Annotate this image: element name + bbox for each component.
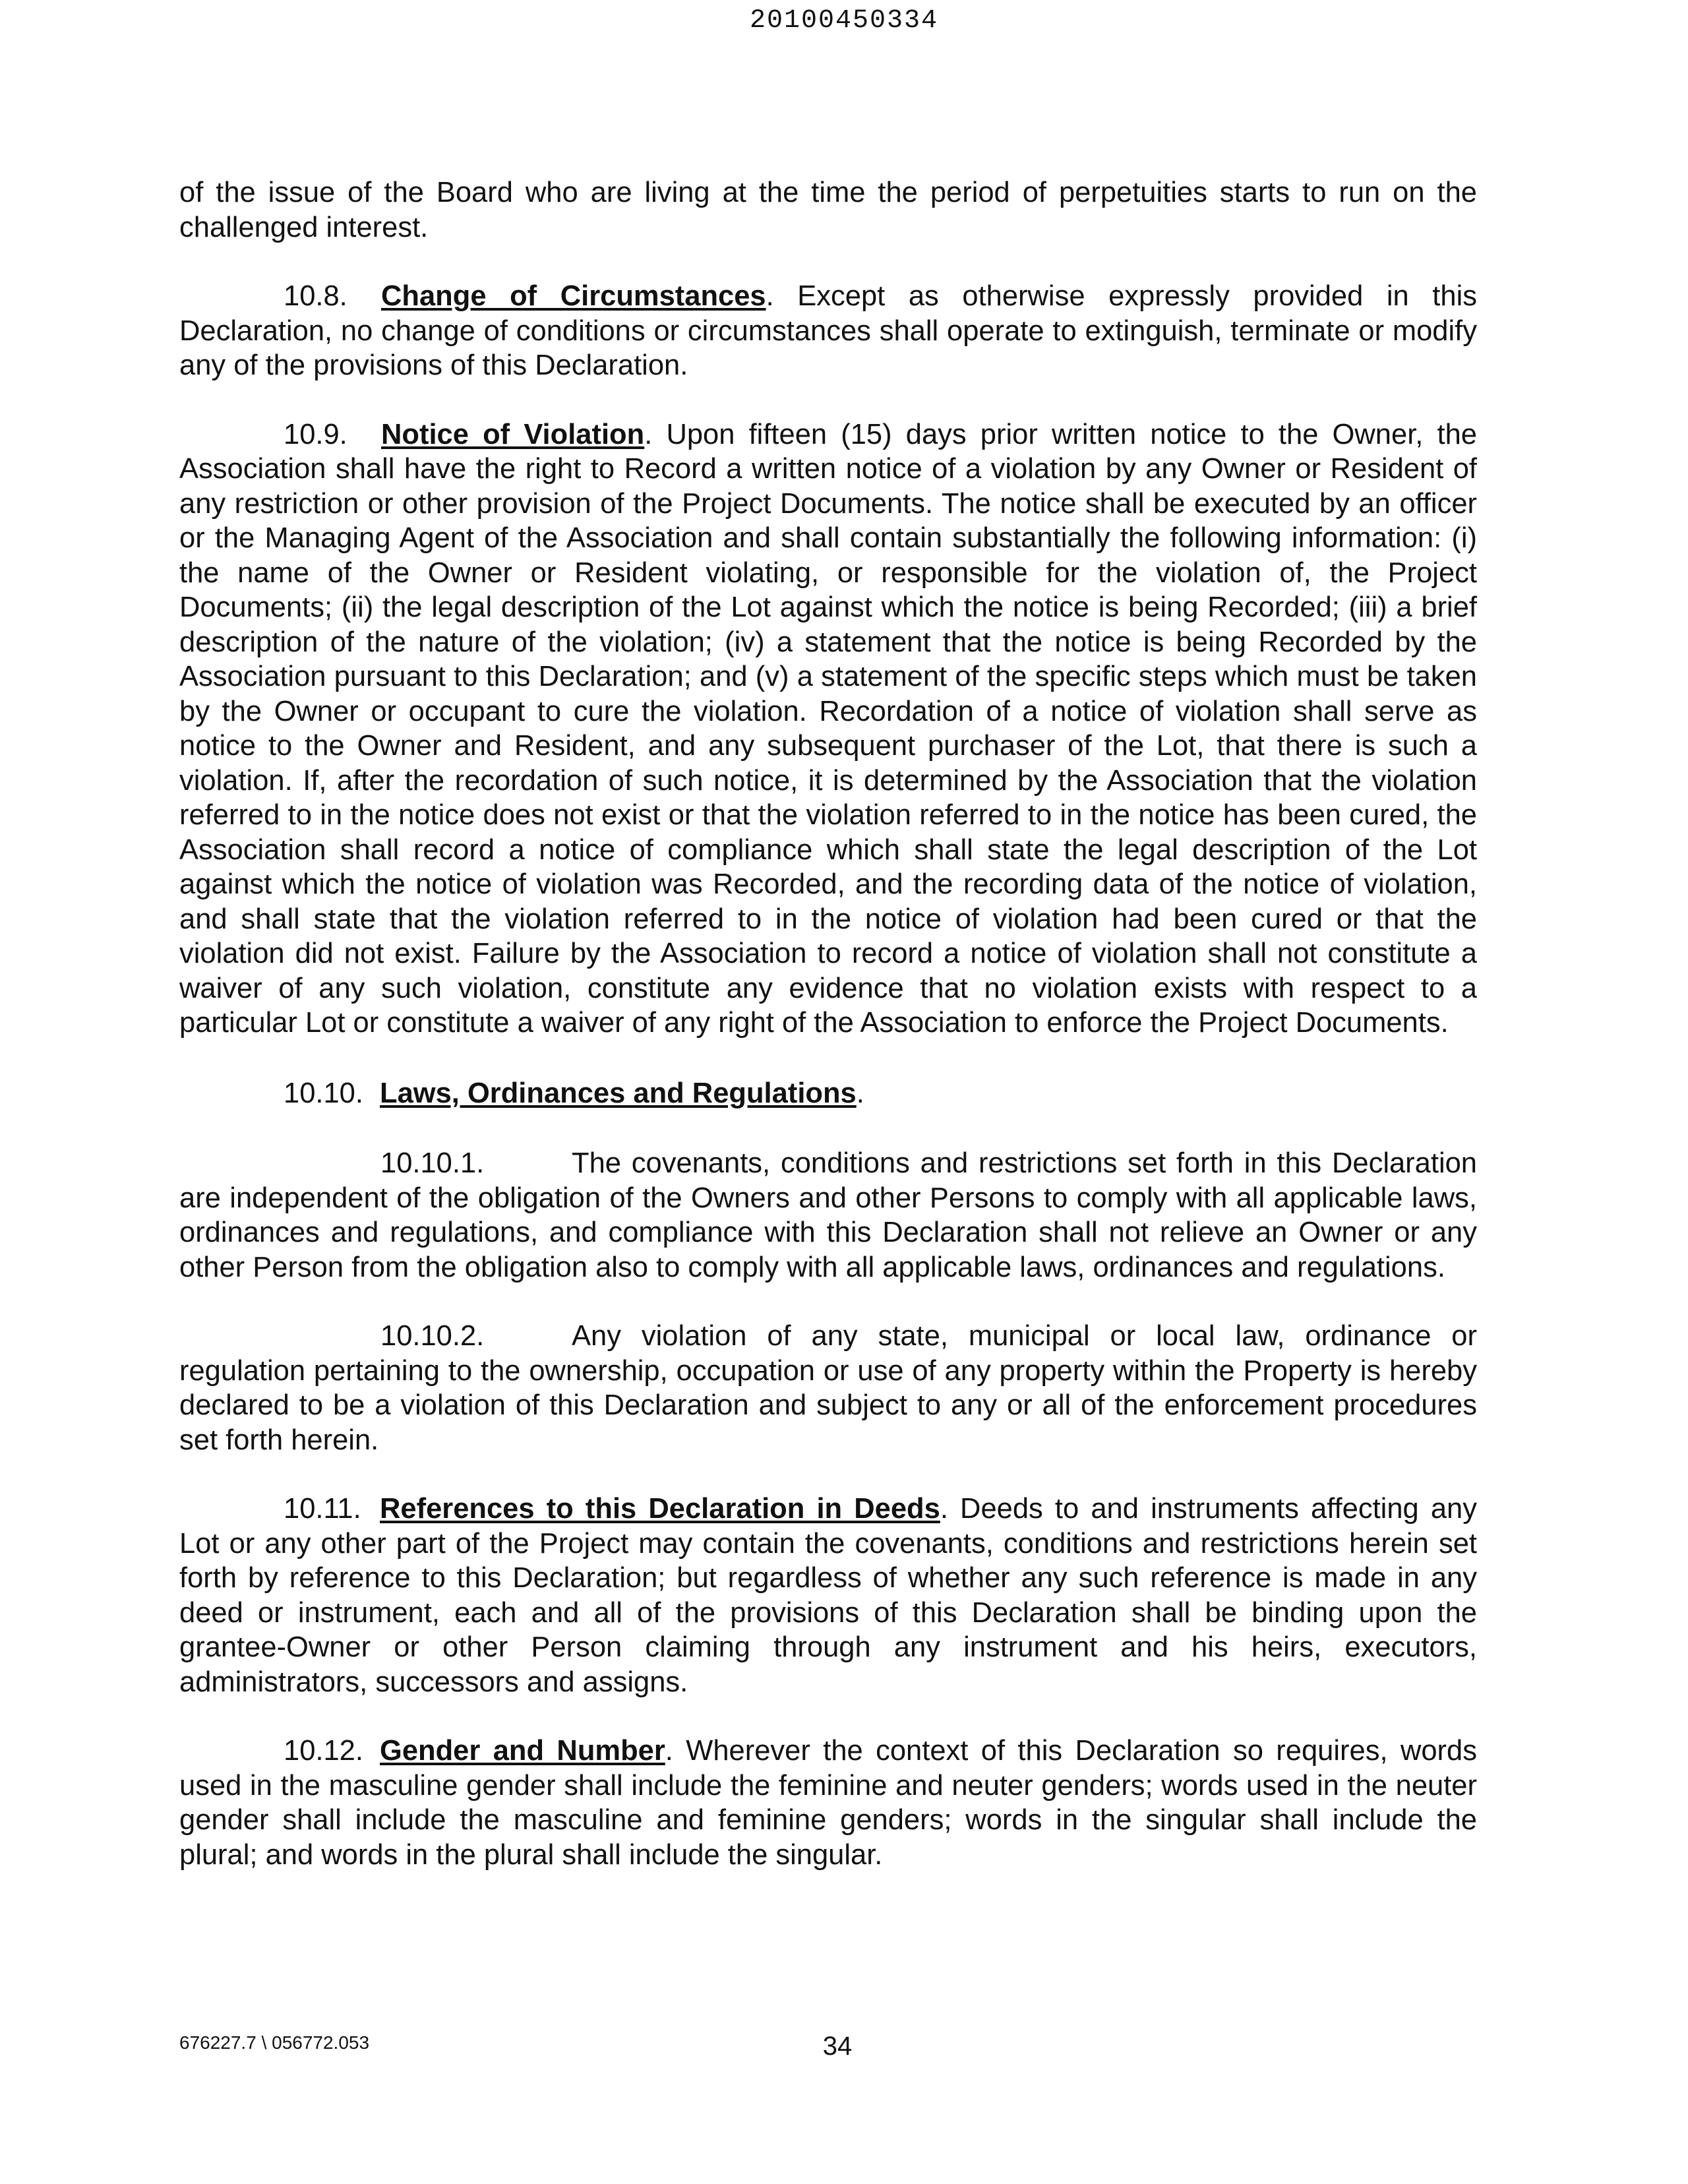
section-text: . Wherever the context of this Declaration so requires, words used in the masculine gender shall include the feminine and neuter genders; words used in the neuter gender shall include the masculine and feminine genders; words in the singular shall include the plural; and words in the plural shall include the singular.	[179, 1735, 1477, 1871]
section-number: 10.10.2.	[380, 1320, 485, 1352]
page-number: 34	[822, 2032, 853, 2061]
section-heading: Laws, Ordinances and Regulations	[380, 1077, 857, 1109]
section-text: . Upon fifteen (15) days prior written notice to the Owner, the Association shall have the right to Record a written notice of a violation by any Owner or Resident of any restriction or other provision of the Project Documents. The notice shall be executed by an officer or the Managing Agent of the Association and shall contain substantially the following information: (i) the name of the Owner or Resident violating, or responsible for the violation of, the Project Documents; (ii) the legal description of the Lot against which the notice is being Recorded; (iii) a brief description of the nature of the violation; (iv) a statement that the notice is being Recorded by the Association pursuant to this Declaration; and (v) a statement of the specific steps which must be taken by the Owner or occupant to cure the violation. Recordation of a notice of violation shall serve as notice to the Owner and Resident, and any subsequent purchaser of the Lot, that there is such a violation. If, after the recordation of such notice, it is determined by the Association that the violation referred to in the notice does not exist or that the violation referred to in the notice has been cured, the Association shall record a notice of compliance which shall state the legal description of the Lot against which the notice of violation was Recorded, and the recording data of the notice of violation, and shall state that the violation referred to in the notice of violation had been cured or that the violation did not exist. Failure by the Association to record a notice of violation shall not constitute a waiver of any such violation, constitute any evidence that no violation exists with respect to a particular Lot or constitute a waiver of any right of the Association to enforce the Project Documents.	[179, 418, 1477, 1039]
section-text: . Deeds to and instruments affecting any Lot or any other part of the Project may contain the covenants, conditions and restrictions herein set forth by reference to this Declaration; but regardless of whether any such reference is made in any deed or instrument, each and all of the provisions of this Declaration shall be binding upon the grantee-Owner or other Person claiming through any instrument and his heirs, executors, administrators, successors and assigns.	[179, 1493, 1477, 1698]
section-number: 10.10.	[284, 1077, 363, 1109]
section-10-12	[179, 1734, 1477, 1872]
section-10-10	[179, 1076, 1477, 1111]
section-10-10-1	[179, 1146, 1477, 1285]
section-10-8	[179, 279, 1477, 383]
document-body	[179, 175, 1477, 1872]
section-text: Any violation of any state, municipal or local law, ordinance or regulation pertaining to the ownership, occupation or use of any property within the Property is hereby declared to be a violation of this Declaration and subject to any or all of the enforcement procedures set forth herein.	[179, 1320, 1477, 1456]
section-heading: Notice of Violation	[381, 418, 645, 450]
section-number: 10.11.	[284, 1493, 361, 1525]
section-10-11	[179, 1492, 1477, 1699]
recording-number: 20100450334	[749, 6, 939, 36]
section-text: .	[856, 1077, 864, 1109]
section-10-10-2	[179, 1319, 1477, 1457]
section-number: 10.9.	[284, 418, 347, 450]
section-heading: Change of Circumstances	[381, 280, 766, 312]
intro-paragraph: of the issue of the Board who are living at the time the period of perpetuities starts to run on the challenged interest.	[179, 177, 1477, 243]
section-10-9	[179, 417, 1477, 1041]
section-heading: References to this Declaration in Deeds	[380, 1493, 940, 1525]
section-heading: Gender and Number	[380, 1735, 665, 1767]
section-number: 10.8.	[284, 280, 347, 312]
section-text: The covenants, conditions and restrictions set forth in this Declaration are independent of the obligation of the Owners and other Persons to comply with all applicable laws, ordinances and regulations, and compliance with this Declaration shall not relieve an Owner or any other Person from the obligation also to comply with all applicable laws, ordinances and regulations.	[179, 1147, 1477, 1283]
section-text: . Except as otherwise expressly provided in this Declaration, no change of conditions or circumstances shall operate to extinguish, terminate or modify any of the provisions of this Declaration.	[179, 280, 1477, 381]
footer-document-reference: 676227.7 \ 056772.053	[179, 2032, 370, 2053]
section-number: 10.12.	[284, 1735, 363, 1767]
section-number: 10.10.1.	[380, 1147, 485, 1179]
